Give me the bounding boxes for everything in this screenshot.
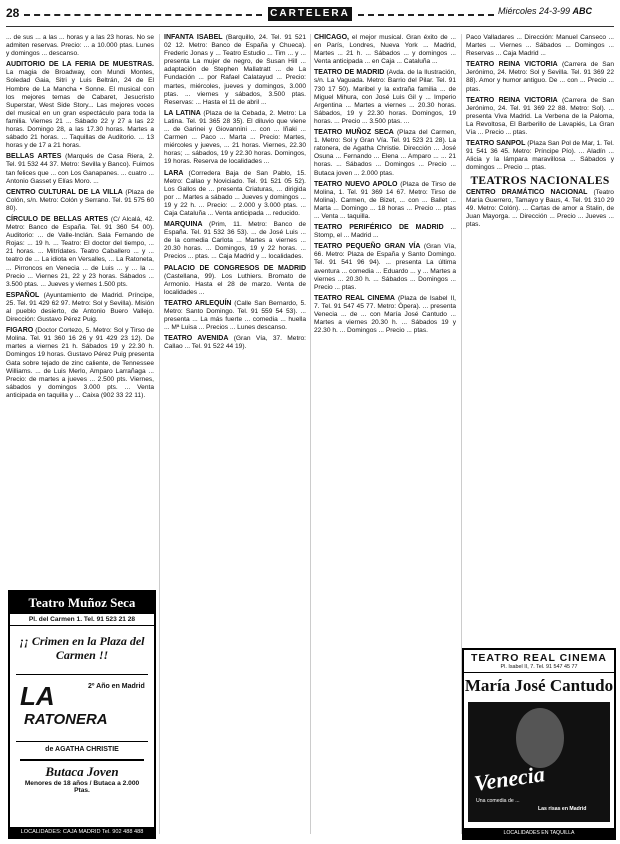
listing-entry: [164, 300, 306, 332]
listing-entry: [314, 295, 456, 335]
listing-entry: [314, 69, 456, 126]
ad-title: TEATRO REAL CINEMA: [470, 652, 608, 664]
venue-name: FIGARO: [6, 327, 34, 335]
listing-text: (Plaza de Tirso de Molina, 1. Tel. 91 369 14 67. Metro: Tirso de Molina). Carmen, de Bizet, ... con ... Ballet ... Marta ... Domingo ... 18 horas ... Precio ... ptas ... Venta ... taquilla.: [314, 180, 456, 220]
ad-munoz-seca: [8, 590, 156, 839]
venue-name: TEATRO REAL CINEMA: [314, 294, 395, 302]
listing-entry: [6, 327, 154, 400]
listing-entry: [314, 181, 456, 221]
venue-name: TEATRO AVENIDA: [164, 335, 229, 343]
listing-entry: [466, 189, 614, 229]
header-rule: [6, 26, 614, 27]
listing-entry: [164, 221, 306, 261]
listing-text: (Ayuntamiento de Madrid. Príncipe, 25. Tel. 91 429 62 97. Metro: Sol y Sevilla). Misión al pueblo desierto, de Antonio Buero Vallejo. Dirección: Gustavo Pérez Puig.: [6, 291, 154, 324]
date: Miércoles 24-3-99: [498, 6, 571, 16]
listing-text: (Plaza de Colón, s/n. Metro: Colón y Serrano. Tel. 91 575 60 80).: [6, 188, 154, 212]
listing-text: (Plaza de Isabel II, 7. Tel. 91 547 45 77. Metro: Ópera). ... presenta Venecia ... de ... con María José Cantudo ... Martes a viernes 20.30 h. ... Sábados 19 y 22.30 h. ... Domingos ... Precio ... ptas.: [314, 294, 456, 335]
listing-text: ... Stomp, el ... Madrid ...: [314, 224, 456, 240]
listing-text: (Gran Vía, 66. Metro: Plaza de España y Santo Domingo. Tel. 91 541 96 94). ... presenta La última aventura ... comedia ... Eduardo ... y ... Martes a viernes ... 20.30 h. ... Sábados ... Domingos ... Precio ... ptas.: [314, 243, 456, 291]
venue-name: ESPAÑOL: [6, 291, 40, 299]
ad-show-logo: [16, 674, 148, 742]
column-divider: [310, 34, 311, 834]
venue-name: TEATRO REINA VICTORIA: [466, 96, 558, 104]
venue-name: TEATRO PEQUEÑO GRAN VÍA: [314, 243, 421, 251]
ad-year-badge: 2º Año en Madrid: [88, 683, 145, 690]
ad-butaca-title: Butaca Joven: [45, 764, 119, 779]
venue-name: TEATRO PERIFÉRICO DE MADRID: [314, 224, 444, 232]
ad-title: Teatro Muñoz Seca: [10, 592, 154, 614]
page-header: [0, 0, 620, 34]
listing-text: (Plaza San Pol de Mar, 1. Tel. 91 541 36 45. Metro: Príncipe Pío). ... Aladín ... Alicia y la lámpara maravillosa ... Sábados y domingos ... Precio ... ptas.: [466, 140, 614, 172]
listing-entry: [6, 153, 154, 185]
listing-text: (Doctor Cortezo, 5. Metro: Sol y Tirso de Molina. Tel. 91 360 16 26 y 91 429 23 12). De martes a viernes 21 h. Sábados 19 y 22.30 h. Domingos 19 horas. Gustavo Pérez Puig presenta Gata sobre tejado de zinc caliente, de Tennessee Williams. ... de Luis Merlo, Amparo Larrañaga ... Precio: de martes a jueves ... 2.500 pts. Viernes, sábados y domingos 3.000 pts. ... Venta anticipada en taquilla y ... Caixa (902 33 22 11).: [6, 327, 154, 399]
venue-name: CHICAGO,: [314, 34, 349, 41]
ad-poster: [468, 702, 610, 822]
ad-logo-la: LA: [20, 681, 55, 711]
venue-name: CENTRO DRAMÁTICO NACIONAL: [466, 188, 588, 196]
listing-entry: [314, 243, 456, 292]
listing-text: (Calle San Bernardo, 5. Metro: Santo Domingo. Tel. 91 559 54 53). ... presenta ... La más fuerte ... comedia ... huella ... Mª Luisa ... Precios ... Lunes descanso.: [164, 299, 306, 332]
listing-text: (Gran Vía, 37. Metro: Callao ... Tel. 91 522 44 19).: [164, 335, 306, 351]
ad-show-title: Venecia: [472, 761, 547, 796]
listing-text: (Carrera de San Jerónimo, 24. Tel. 91 369 22 88. Metro: Sol). ... presenta Viva Madrid. La Verbena de la Paloma, La Revoltosa, El Barberillo de Lavapiés, La Gran Vía ... Precio ... ptas.: [466, 96, 614, 137]
listing-text: (Avda. de la Ilustración, s/n. La Vaguada. Metro: Barrio del Pilar. Tel. 91 730 17 50). Maribel y la extraña familia ... de Miguel Mihura, con José Luis Gil y ... Imperio Argentina ... Martes a viernes ... 20.30 horas. Sábados, 19 y 22.30 horas. Domingos, 19 horas. ... Precio ... 3.500 ptas. ...: [314, 69, 456, 125]
venue-name: MARQUINA: [164, 221, 203, 229]
venue-name: LA LATINA: [164, 109, 201, 117]
section-title: CARTELERA: [268, 7, 352, 21]
listing-text: (Marqués de Casa Riera, 2. Tel. 91 532 44 37. Metro: Sevilla y Banco). Fuimos tan felices que ... con Los Ganapanes. ... cuatro ... Antonio Gasset y Elías Moro. ...: [6, 153, 154, 185]
ad-subline: Una comedia de ...: [476, 798, 520, 804]
listing-entry: [466, 97, 614, 137]
column-4: [466, 34, 614, 644]
venue-name: CENTRO CULTURAL DE LA VILLA: [6, 188, 123, 196]
listing-entry: [164, 335, 306, 351]
portrait-image: [516, 708, 564, 768]
listing-text: (Prim, 11. Metro: Banco de España. Tel. 91 532 36 53). ... de José Luis ... de la comedia Carlota ... Martes a viernes ... 20.30 horas. ... Domingos, 19 y 22 horas. ... Precios ... ptas. ... Caja Madrid y ... localidades.: [164, 221, 306, 261]
listing-entry: [314, 224, 456, 240]
listing-entry: [6, 292, 154, 324]
listing-entry: [164, 34, 306, 107]
ad-logo-ratonera: RATONERA: [24, 711, 108, 728]
listing-entry: [314, 129, 456, 178]
listing-text: (Castellana, 99). Los Luthiers. Bromato de Armonio. Hasta el 28 de marzo. Venta de localidades ...: [164, 272, 306, 296]
listing-text: ... de sus ... a las ... horas y a las 23 horas. No se admiten reservas. Precio: ... a 10.000 ptas. Lunes y domingos ... descanso.: [6, 34, 154, 58]
header-divider-left: [24, 14, 262, 16]
ad-tag: Las risas en Madrid: [538, 806, 587, 812]
listing-entry: [6, 216, 154, 289]
listing-text: (Plaza del Carmen, 1. Metro: Sol y Gran Vía. Tel. 91 523 21 28). La ratonera, de Agatha Christie. Dirección ... José Osuna ... Fernando ... Elena ... Amparo ... ... 21 horas. ... Sábados ... Domingos ... Precio ... Butaca joven ... 2.000 ptas.: [314, 129, 456, 177]
date-line: [498, 6, 592, 16]
listing-text: (C/ Alcalá, 42. Metro: Banco de España. Tel. 91 360 54 00). Auditorio: ... de Valle-Inclán. Sala Fernando de Rojas: ... 19 h. ... Teatro: El doctor del tiempo, ... 21 horas. ... Mitrídates. Teatro Caballero ... y ... teatro de ... La idiota en Versalles, ... La Ratoneta, ... Pirroncos en Venecia ... de Luis ... y ... la ... Precio ... Viernes 21, 22 y 23 horas. Sábados ... 3.500 ptas. ... Jueves y viernes 1.500 pts.: [6, 215, 154, 288]
ad-address: Pl. Isabel II, 7. Tel. 91 547 45 77: [464, 664, 614, 673]
venue-name: TEATRO SANPOL: [466, 140, 526, 148]
listing-entry: [466, 61, 614, 93]
ad-butaca-sub: Menores de 18 años / Butaca a 2.000 Ptas.: [24, 780, 140, 794]
venue-name: TEATRO NUEVO APOLO: [314, 180, 398, 188]
listing-entry: [314, 34, 456, 66]
page-number: 28: [6, 6, 20, 20]
listing-text: (Teatro María Guerrero, Tamayo y Baus, 4. Tel. 91 310 29 49. Metro: Colón). ... Cartas de amor a Stalin, de Juan Mayorga. ... Dirección ... Precio ... Jueves ... ptas.: [466, 188, 614, 228]
listing-entry: [466, 140, 614, 172]
ad-address: Pl. del Carmen 1. Tel. 91 523 21 28: [10, 614, 154, 626]
listing-entry: [164, 170, 306, 219]
publication: ABC: [572, 6, 593, 16]
listing-text: (Carrera de San Jerónimo, 24. Metro: Sol y Sevilla. Tel. 91 369 22 88). Amor y humor antiguo. De ... con ... Precio ... ptas.: [466, 61, 614, 93]
listing-entry: [466, 34, 614, 58]
venue-name: INFANTA ISABEL: [164, 34, 223, 41]
ad-star: María José Cantudo: [464, 676, 614, 695]
listing-text: (Barquillo, 24. Tel. 91 521 02 12. Metro: Banco de España y Chueca). Frederic Jonas y ... Teatro Estudio ... Tim ... y ... presenta La mujer de negro, de Susan Hill ... adaptación de Stephen Mallatratt ... de La Fundación ... por Rafael Calatayud ... Precio: martes, miércoles, jueves y domingos, 3.000 ptas. ... viernes y sábados, 3.500 ptas. Reservas: ... Hasta el 11 de abril ...: [164, 34, 306, 106]
venue-name: TEATRO MUÑOZ SECA: [314, 129, 394, 137]
column-divider: [159, 34, 160, 834]
venue-name: TEATRO ARLEQUÍN: [164, 299, 232, 307]
ad-real-cinema: [462, 648, 616, 840]
listing-text: (Plaza de la Cebada, 2. Metro: La Latina. Tel. 91 365 28 35). El diluvio que viene ... de Garinei y Giovannini ... con ... Iñaki ... Carmen ... Paco ... Marta ... Precio: Martes, miércoles y jueves, ... 21 horas. Viernes, 22.30 horas; ... sábados, 19 y 22.30 horas. Domingos, 19 horas. Reserva de localidades ...: [164, 109, 306, 166]
venue-name: PALACIO DE CONGRESOS DE MADRID: [164, 264, 306, 272]
listing-text: La magia de Broadway, con Mundi Montes, Soledad Gaia, Sitri y Luis Beltrán, 24 de El Hombre de La Mancha • Sonne. El musical con los mejores temas de Cabaret, Jesucristo Superstar, West Side Story... Las mejores voces del musical en un gran espectáculo para toda la familia. Viernes 21 ... Sábado 22 y 27 a las 22 horas. Domingo 28, a las 17.30 horas. Martes a sábado 21 horas. ... Taquillas de Auditorio. ... 13 horas y de 17 a 21 horas.: [6, 69, 154, 150]
venue-name: CÍRCULO DE BELLAS ARTES: [6, 215, 109, 223]
listing-entry: [164, 110, 306, 167]
ad-author: de AGATHA CHRISTIE: [45, 746, 119, 753]
ad-butaca-box: [20, 759, 144, 794]
column-2: [164, 34, 306, 840]
listing-entry: [6, 61, 154, 150]
section-heading: TEATROS NACIONALES: [470, 174, 610, 187]
venue-name: AUDITORIO DE LA FERIA DE MUESTRAS.: [6, 61, 154, 69]
listing-text: Paco Valladares ... Dirección: Manuel Canseco ... Martes ... Viernes ... Sábados ... Domingos ... Reservas ... Caja Madrid ...: [466, 34, 614, 58]
listing-entry: [164, 265, 306, 297]
ad-tagline: ¡¡ Crimen en la Plaza del Carmen !!: [19, 634, 145, 662]
listing-entry: [6, 34, 154, 58]
listing-text: (Corredera Baja de San Pablo, 15. Metro: Callao y Noviciado. Tel. 91 521 05 52). Los Gallos de ... presenta Criaturas, ... dirigida por ... Martes a sábado ... Jueves y domingos ... 19 y 22 h. ... Precio: ... 2.000 y 3.000 ptas. ... Caja Cataluña ... Venta anticipada ... reducido.: [164, 169, 306, 217]
ad-footer: LOCALIDADES: CAJA MADRID Tel. 902 488 488: [10, 827, 154, 837]
venue-name: TEATRO REINA VICTORIA: [466, 61, 558, 69]
column-3: [314, 34, 456, 840]
listing-entry: [6, 189, 154, 213]
ad-footer: LOCALIDADES EN TAQUILLA: [464, 828, 614, 838]
venue-name: TEATRO DE MADRID: [314, 69, 385, 77]
header-divider-right: [358, 14, 494, 16]
venue-name: LARA: [164, 169, 184, 177]
column-1: [6, 34, 154, 584]
listing-text: el mejor musical. Gran éxito de ... en París, Londres, Nueva York ... Madrid, Martes ... 21 h. ... Sábados ... y domingos ... Venta anticipada ... en Caja ... Cataluña ...: [314, 34, 456, 66]
venue-name: BELLAS ARTES: [6, 153, 62, 161]
